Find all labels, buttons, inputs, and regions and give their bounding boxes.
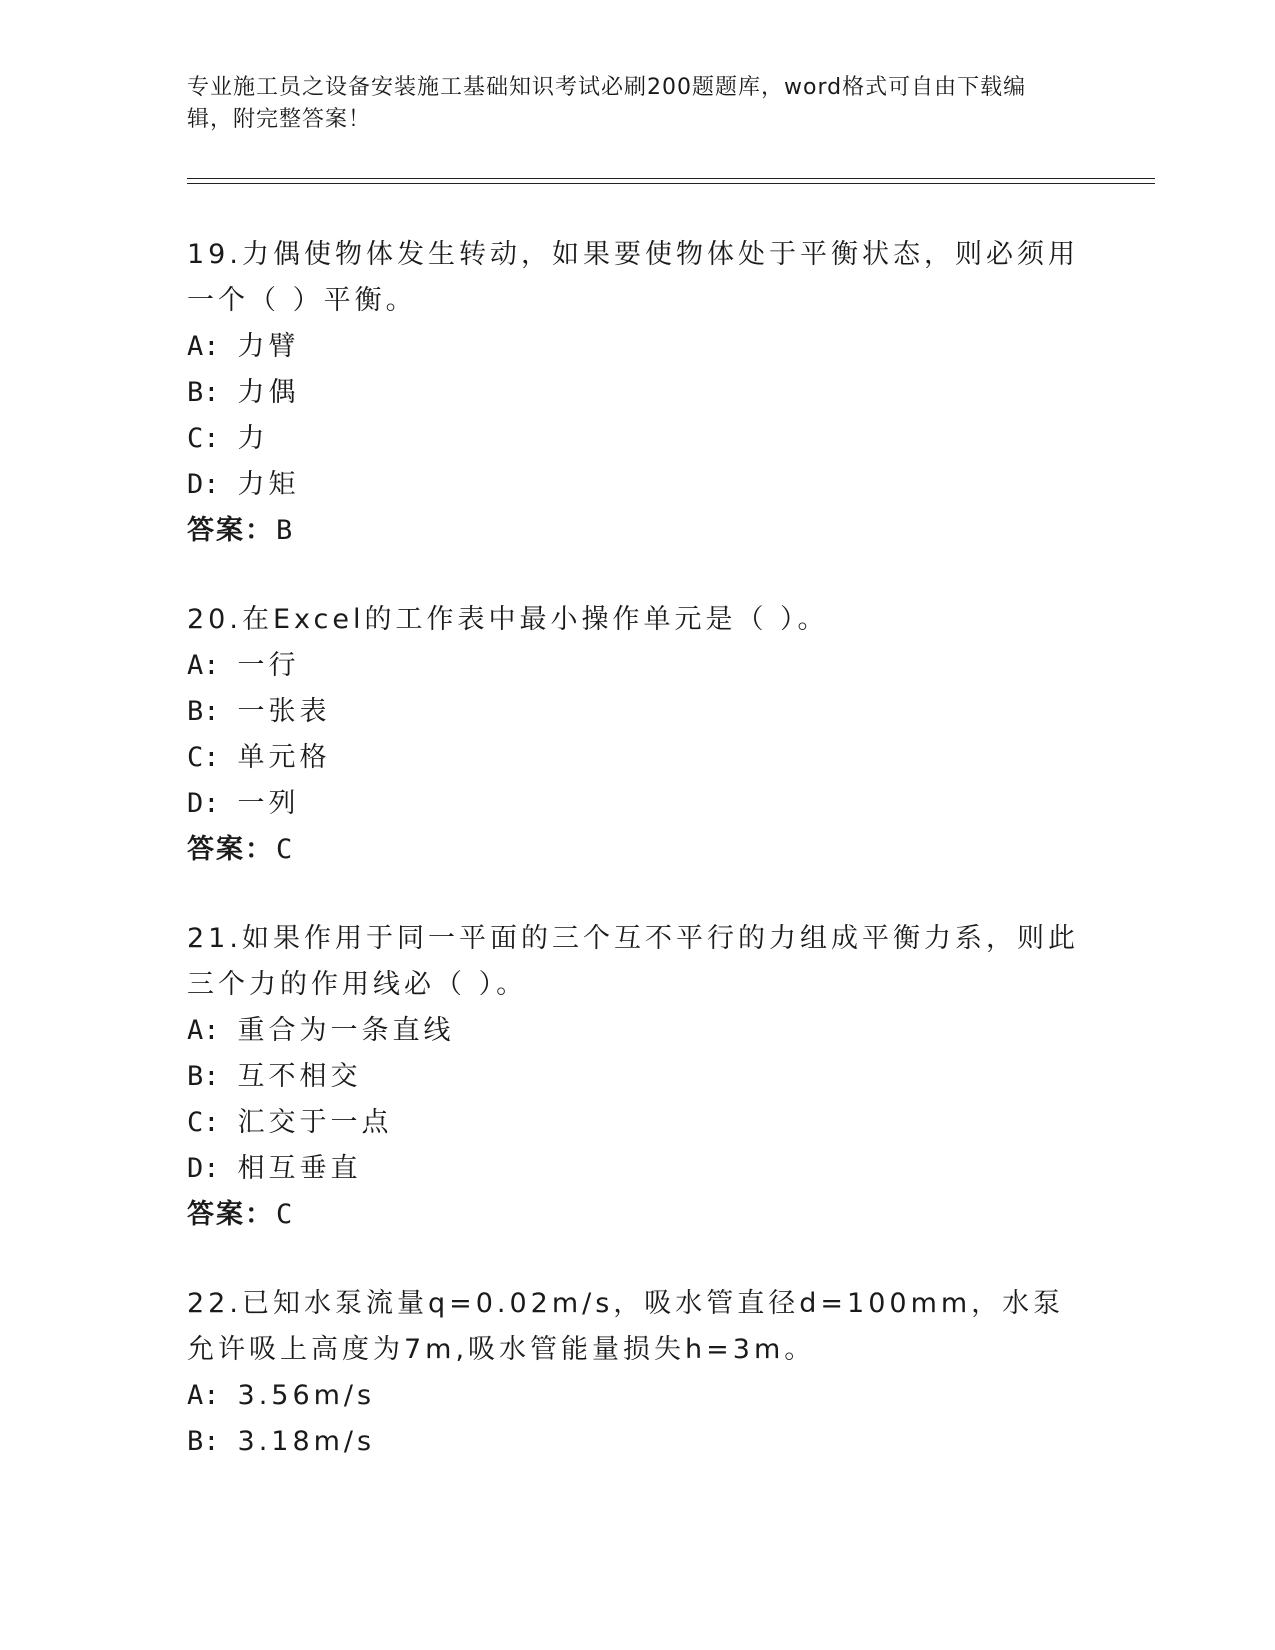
answer-line (187, 508, 1087, 554)
header-divider-bottom (187, 183, 1155, 184)
question-22 (187, 1281, 1087, 1465)
option-c (187, 735, 1087, 781)
option-text: 力偶 (237, 377, 300, 408)
option-a (187, 1373, 1087, 1419)
answer-line (187, 827, 1087, 873)
option-key: A: (187, 331, 220, 362)
option-key: B: (187, 377, 220, 408)
question-stem: 21.如果作用于同一平面的三个互不平行的力组成平衡力系，则此三个力的作用线必（ ）。 (187, 923, 1079, 1000)
document-header (187, 72, 1067, 136)
answer-value: B (276, 515, 295, 546)
option-text: 力臂 (237, 331, 300, 362)
answer-value: C (276, 834, 295, 865)
option-text: 3.18m/s (237, 1426, 376, 1457)
option-text: 力 (237, 423, 269, 454)
question-stem: 20.在Excel的工作表中最小操作单元是（ ）。 (187, 604, 829, 635)
option-text: 一列 (237, 788, 300, 819)
option-list (187, 1008, 1087, 1192)
option-text: 相互垂直 (237, 1153, 362, 1184)
option-list (187, 324, 1087, 508)
option-c (187, 1100, 1087, 1146)
document-title: 专业施工员之设备安装施工基础知识考试必刷200题题库，word格式可自由下载编辑，附完整答案！ (187, 75, 1027, 132)
option-text: 互不相交 (237, 1061, 362, 1092)
answer-label: 答案： (187, 834, 274, 865)
answer-line (187, 1192, 1087, 1238)
option-b (187, 1054, 1087, 1100)
question-list (187, 232, 1087, 1508)
question-21 (187, 916, 1087, 1238)
question-stem: 19.力偶使物体发生转动，如果要使物体处于平衡状态，则必须用一个（ ）平衡。 (187, 239, 1079, 316)
option-c (187, 416, 1087, 462)
question-stem: 22.已知水泵流量q=0.02m/s，吸水管直径d=100mm，水泵允许吸上高度为7m,吸水管能量损失h=3m。 (187, 1288, 1065, 1365)
option-key: C: (187, 1107, 220, 1138)
option-text: 汇交于一点 (237, 1107, 393, 1138)
option-d (187, 781, 1087, 827)
option-text: 一张表 (237, 696, 331, 727)
answer-label: 答案： (187, 1199, 274, 1230)
option-b (187, 370, 1087, 416)
option-a (187, 324, 1087, 370)
option-key: D: (187, 469, 220, 500)
option-text: 重合为一条直线 (237, 1015, 455, 1046)
option-d (187, 462, 1087, 508)
question-20 (187, 597, 1087, 873)
option-key: B: (187, 1426, 220, 1457)
answer-label: 答案： (187, 515, 274, 546)
option-key: B: (187, 696, 220, 727)
option-b (187, 1419, 1087, 1465)
option-a (187, 1008, 1087, 1054)
option-key: D: (187, 788, 220, 819)
option-text: 一行 (237, 650, 300, 681)
option-text: 单元格 (237, 742, 331, 773)
answer-value: C (276, 1199, 295, 1230)
option-key: A: (187, 1380, 220, 1411)
header-divider-top (187, 178, 1155, 179)
option-list (187, 1373, 1087, 1465)
question-19 (187, 232, 1087, 554)
option-list (187, 643, 1087, 827)
option-key: A: (187, 650, 220, 681)
option-key: B: (187, 1061, 220, 1092)
option-d (187, 1146, 1087, 1192)
option-key: C: (187, 423, 220, 454)
option-key: D: (187, 1153, 220, 1184)
option-a (187, 643, 1087, 689)
option-b (187, 689, 1087, 735)
option-key: C: (187, 742, 220, 773)
option-text: 力矩 (237, 469, 300, 500)
option-key: A: (187, 1015, 220, 1046)
option-text: 3.56m/s (237, 1380, 376, 1411)
